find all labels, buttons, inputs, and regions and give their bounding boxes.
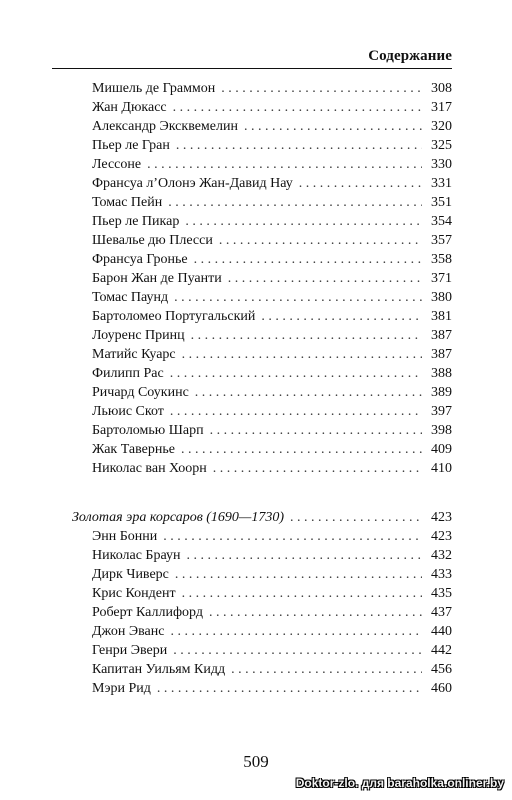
toc-entry-page: 317 bbox=[431, 100, 452, 115]
toc-entry bbox=[92, 584, 452, 604]
toc-entry bbox=[92, 98, 452, 118]
dot-leader bbox=[299, 174, 422, 194]
toc-entry-title: Жан Дюкасс bbox=[92, 100, 167, 115]
toc-section-page: 423 bbox=[431, 510, 452, 525]
toc-entry-title: Лоуренс Принц bbox=[92, 328, 185, 343]
toc-entry-title: Матийс Куарс bbox=[92, 347, 176, 362]
toc-entry bbox=[92, 440, 452, 460]
toc-entry-title: Барон Жан де Пуанти bbox=[92, 271, 222, 286]
toc-entry-page: 351 bbox=[431, 195, 452, 210]
toc-entry-title: Бартоломью Шарп bbox=[92, 423, 204, 438]
toc-entry-title: Франсуа л’Олонэ Жан-Давид Нау bbox=[92, 176, 293, 191]
toc-entry-title: Бартоломео Португальский bbox=[92, 309, 256, 324]
toc-entry-title: Томас Паунд bbox=[92, 290, 169, 305]
toc-entry bbox=[92, 527, 452, 547]
toc-entry-title: Дирк Чиверс bbox=[92, 567, 169, 582]
header-title: Содержание bbox=[368, 48, 452, 64]
toc-entry bbox=[92, 269, 452, 289]
toc-entry-page: 442 bbox=[431, 643, 452, 658]
toc-entry-page: 371 bbox=[431, 271, 452, 286]
dot-leader bbox=[174, 288, 422, 308]
dot-leader bbox=[185, 212, 422, 232]
dot-leader bbox=[244, 117, 422, 137]
toc-entry-title: Николас ван Хоорн bbox=[92, 461, 207, 476]
toc-entry-title: Крис Кондент bbox=[92, 586, 176, 601]
dot-leader bbox=[182, 345, 422, 365]
toc-entry-title: Жак Таверньe bbox=[92, 442, 175, 457]
toc-entry-title: Пьер ле Пикар bbox=[92, 214, 180, 229]
dot-leader bbox=[186, 546, 422, 566]
toc-entry-page: 423 bbox=[431, 529, 452, 544]
toc-entry-title: Льюис Скот bbox=[92, 404, 164, 419]
toc-entry bbox=[92, 565, 452, 585]
toc-entry bbox=[92, 383, 452, 403]
toc-entry bbox=[92, 679, 452, 699]
toc-entry bbox=[92, 288, 452, 308]
running-header bbox=[52, 44, 452, 69]
toc-entry-title: Капитан Уильям Кидд bbox=[92, 662, 226, 677]
dot-leader bbox=[168, 193, 422, 213]
dot-leader bbox=[191, 326, 422, 346]
toc-entry-title: Генри Эвери bbox=[92, 643, 168, 658]
toc-entry-page: 433 bbox=[431, 567, 452, 582]
toc-entry-title: Энн Бонни bbox=[92, 529, 158, 544]
toc-entry bbox=[92, 174, 452, 194]
toc-entry-page: 380 bbox=[431, 290, 452, 305]
dot-leader bbox=[261, 307, 422, 327]
dot-leader bbox=[194, 250, 422, 270]
toc-entry bbox=[92, 660, 452, 680]
toc-entry bbox=[92, 641, 452, 661]
toc-entry-title: Пьер ле Гран bbox=[92, 138, 170, 153]
toc-entry bbox=[92, 603, 452, 623]
toc-section-title: Золотая эра корсаров (1690—1730) bbox=[72, 510, 285, 525]
dot-leader bbox=[213, 459, 422, 479]
toc-entry bbox=[92, 250, 452, 270]
dot-leader bbox=[219, 231, 422, 251]
toc-entry-page: 460 bbox=[431, 681, 452, 696]
toc-entry bbox=[92, 622, 452, 642]
dot-leader bbox=[157, 679, 422, 699]
dot-leader bbox=[170, 364, 422, 384]
dot-leader bbox=[231, 660, 422, 680]
toc-entry-page: 432 bbox=[431, 548, 452, 563]
toc-entry-title: Филипп Рас bbox=[92, 366, 164, 381]
toc-entry-page: 387 bbox=[431, 328, 452, 343]
toc-entry-title: Томас Пейн bbox=[92, 195, 163, 210]
toc-entry bbox=[92, 364, 452, 384]
toc-entry bbox=[92, 421, 452, 441]
toc-entry-page: 435 bbox=[431, 586, 452, 601]
page-number: 509 bbox=[243, 752, 269, 771]
dot-leader bbox=[175, 565, 422, 585]
dot-leader bbox=[210, 421, 422, 441]
dot-leader bbox=[173, 98, 422, 118]
dot-leader bbox=[147, 155, 422, 175]
toc-entry-page: 331 bbox=[431, 176, 452, 191]
toc-entry-title: Франсуа Гронье bbox=[92, 252, 188, 267]
toc-entry bbox=[92, 193, 452, 213]
toc-entry-page: 388 bbox=[431, 366, 452, 381]
dot-leader bbox=[173, 641, 422, 661]
toc-entry bbox=[92, 402, 452, 422]
dot-leader bbox=[209, 603, 422, 623]
toc-entry bbox=[92, 546, 452, 566]
toc-entry-page: 389 bbox=[431, 385, 452, 400]
toc-entry-title: Джон Эванс bbox=[92, 624, 165, 639]
dot-leader bbox=[181, 440, 422, 460]
toc-entry bbox=[92, 79, 452, 99]
dot-leader bbox=[290, 508, 422, 528]
toc-entry bbox=[92, 117, 452, 137]
toc-entry bbox=[92, 326, 452, 346]
toc-entry bbox=[92, 212, 452, 232]
toc-entry-page: 456 bbox=[431, 662, 452, 677]
toc-entry-page: 387 bbox=[431, 347, 452, 362]
toc-entry-title: Николас Браун bbox=[92, 548, 181, 563]
toc-entry-title: Роберт Каллифорд bbox=[92, 605, 203, 620]
dot-leader bbox=[195, 383, 422, 403]
dot-leader bbox=[182, 584, 422, 604]
toc-entry-page: 410 bbox=[431, 461, 452, 476]
toc-entry-page: 440 bbox=[431, 624, 452, 639]
toc-entry-page: 358 bbox=[431, 252, 452, 267]
toc-entry-page: 354 bbox=[431, 214, 452, 229]
dot-leader bbox=[221, 79, 422, 99]
toc-entry-page: 398 bbox=[431, 423, 452, 438]
toc-entry bbox=[92, 345, 452, 365]
watermark: Doktor-zlo. для baraholka.onliner.by bbox=[295, 776, 504, 790]
toc-entry-title: Мишель де Граммон bbox=[92, 81, 216, 96]
dot-leader bbox=[163, 527, 422, 547]
toc-entry-page: 437 bbox=[431, 605, 452, 620]
toc-entry-page: 397 bbox=[431, 404, 452, 419]
toc-section-heading bbox=[72, 508, 452, 528]
toc-entry-title: Мэри Рид bbox=[92, 681, 151, 696]
dot-leader bbox=[170, 622, 422, 642]
dot-leader bbox=[176, 136, 422, 156]
toc-entry-page: 330 bbox=[431, 157, 452, 172]
toc-entry-title: Ричард Соукинс bbox=[92, 385, 189, 400]
toc-entry-page: 325 bbox=[431, 138, 452, 153]
toc-entry bbox=[92, 231, 452, 251]
toc-entry-title: Лессоне bbox=[92, 157, 142, 172]
toc-entry-page: 308 bbox=[431, 81, 452, 96]
toc-entry bbox=[92, 155, 452, 175]
toc-entry bbox=[92, 307, 452, 327]
toc-entry-title: Александр Эксквемелин bbox=[92, 119, 238, 134]
toc-entry bbox=[92, 136, 452, 156]
toc-entry-page: 320 bbox=[431, 119, 452, 134]
toc-entry-page: 357 bbox=[431, 233, 452, 248]
toc-entry-title: Шевалье дю Плесси bbox=[92, 233, 213, 248]
dot-leader bbox=[170, 402, 422, 422]
toc-entry-page: 409 bbox=[431, 442, 452, 457]
dot-leader bbox=[228, 269, 422, 289]
toc-entry-page: 381 bbox=[431, 309, 452, 324]
toc-entry bbox=[92, 459, 452, 479]
